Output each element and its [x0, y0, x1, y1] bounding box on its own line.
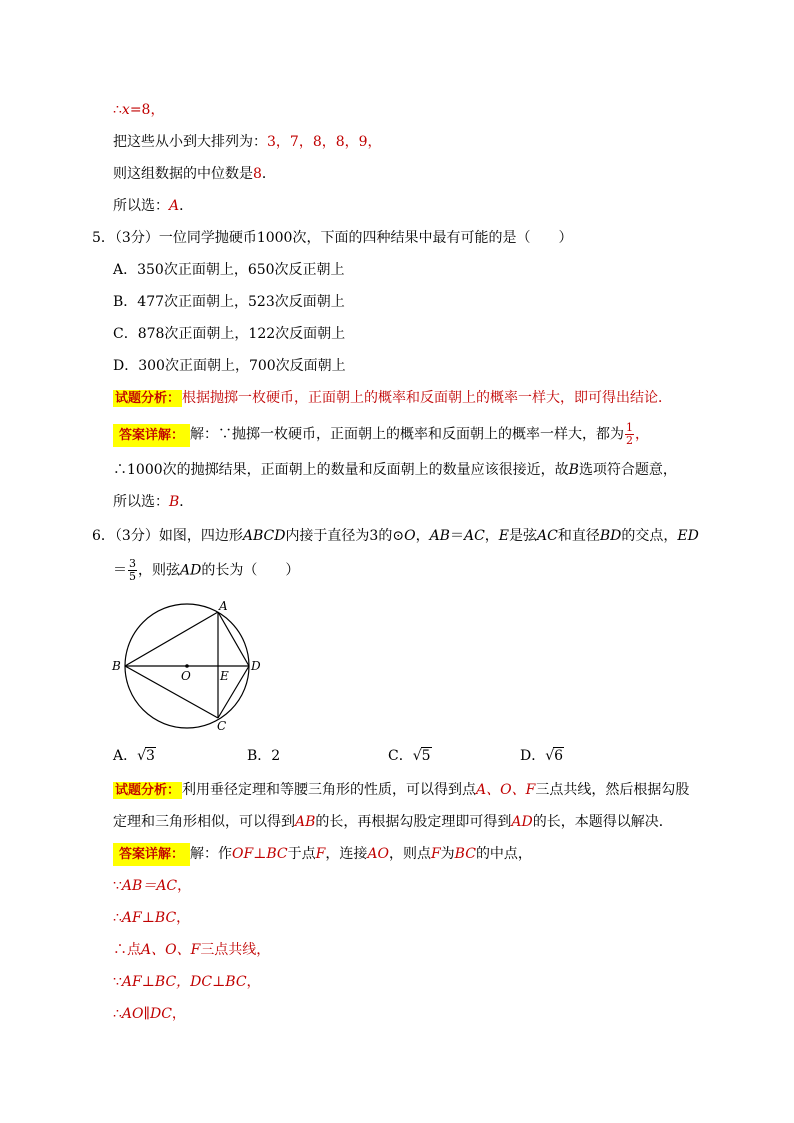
q6-answer-line1: 答案详解： 解：作OF⊥BC于点F，连接AO，则点F为BC的中点， [113, 844, 532, 865]
q6-step: ∴AF⊥BC， [113, 910, 191, 926]
segment-ba [125, 612, 218, 666]
fraction: $\frac{1}{2}$ [626, 421, 634, 447]
label-d: D [251, 659, 261, 673]
answer-tag: 答案详解： [113, 843, 190, 866]
q5-stem: 5．（3分）一位同学抛硬币1000次，下面的四种结果中最有可能的是（ ） [92, 230, 573, 246]
q6-analysis-line1: 试题分析： 利用垂径定理和等腰三角形的性质，可以得到点A、O、F三点共线，然后根据勾股 [115, 782, 690, 798]
step-median: 则这组数据的中位数是8． [113, 166, 276, 182]
fraction: $\frac{3}{5}$ [129, 557, 136, 583]
segment-ad [218, 612, 249, 666]
q6-step: ∵AF⊥BC，DC⊥BC， [113, 974, 261, 990]
q6-step: ∴点A、O、F三点共线， [113, 942, 271, 958]
analysis-tag: 试题分析： [115, 391, 181, 406]
q5-analysis: 试题分析： 根据抛掷一枚硬币，正面朝上的概率和反面朝上的概率一样大，即可得出结论． [115, 390, 673, 406]
answer-tag: 答案详解： [113, 424, 190, 447]
segment-bc [125, 666, 218, 718]
label-c: C [217, 719, 227, 733]
q6-option-a: A．√3 [113, 748, 155, 764]
q5-option-a: A．350次正面朝上，650次反正朝上 [113, 262, 345, 278]
q6-step: ∴AO∥DC， [113, 1006, 186, 1022]
q6-stem-line2: ＝ $\frac{3}{5}$ ，则弦AD的长为（ ） [113, 557, 300, 583]
step-sorted-list: 把这些从小到大排列为：3，7，8，8，9， [113, 134, 382, 150]
label-e: E [220, 669, 229, 683]
q5-answer-line2: ∴1000次的抛掷结果，正面朝上的数量和反面朝上的数量应该很接近，故B选项符合题意， [113, 462, 677, 478]
step-answer: 所以选：A． [113, 198, 194, 214]
circle-quadrilateral-figure [110, 598, 270, 738]
label-a: A [219, 599, 228, 613]
q5-answer: 答案详解： 解：∵抛掷一枚硬币，正面朝上的概率和反面朝上的概率一样大，都为 $\frac{1}{2}$ ， [113, 422, 649, 447]
q6-analysis-line2: 定理和三角形相似，可以得到AB的长，再根据勾股定理即可得到AD的长，本题得以解决． [113, 814, 673, 830]
q6-option-b: B．2 [247, 748, 281, 764]
center-point [185, 664, 189, 668]
q5-option-d: D．300次正面朝上，700次反面朝上 [113, 358, 346, 374]
q6-stem: 6．（3分）如图，四边形ABCD内接于直径为3的⊙O，AB＝AC，E是弦AC和直径BD的交点，ED [92, 528, 699, 544]
q6-step: ∵AB＝AC， [113, 878, 192, 894]
q6-option-c: C．√5 [388, 748, 431, 764]
q5-option-c: C．878次正面朝上，122次反面朝上 [113, 326, 346, 342]
label-o: O [181, 669, 191, 683]
q5-answer-line3: 所以选：B． [113, 494, 194, 510]
q6-option-d: D．√6 [520, 748, 564, 764]
q5-option-b: B．477次正面朝上，523次反面朝上 [113, 294, 345, 310]
label-b: B [112, 659, 121, 673]
step-x-equals: ∴x=8， [113, 102, 165, 118]
analysis-tag: 试题分析： [115, 783, 181, 798]
